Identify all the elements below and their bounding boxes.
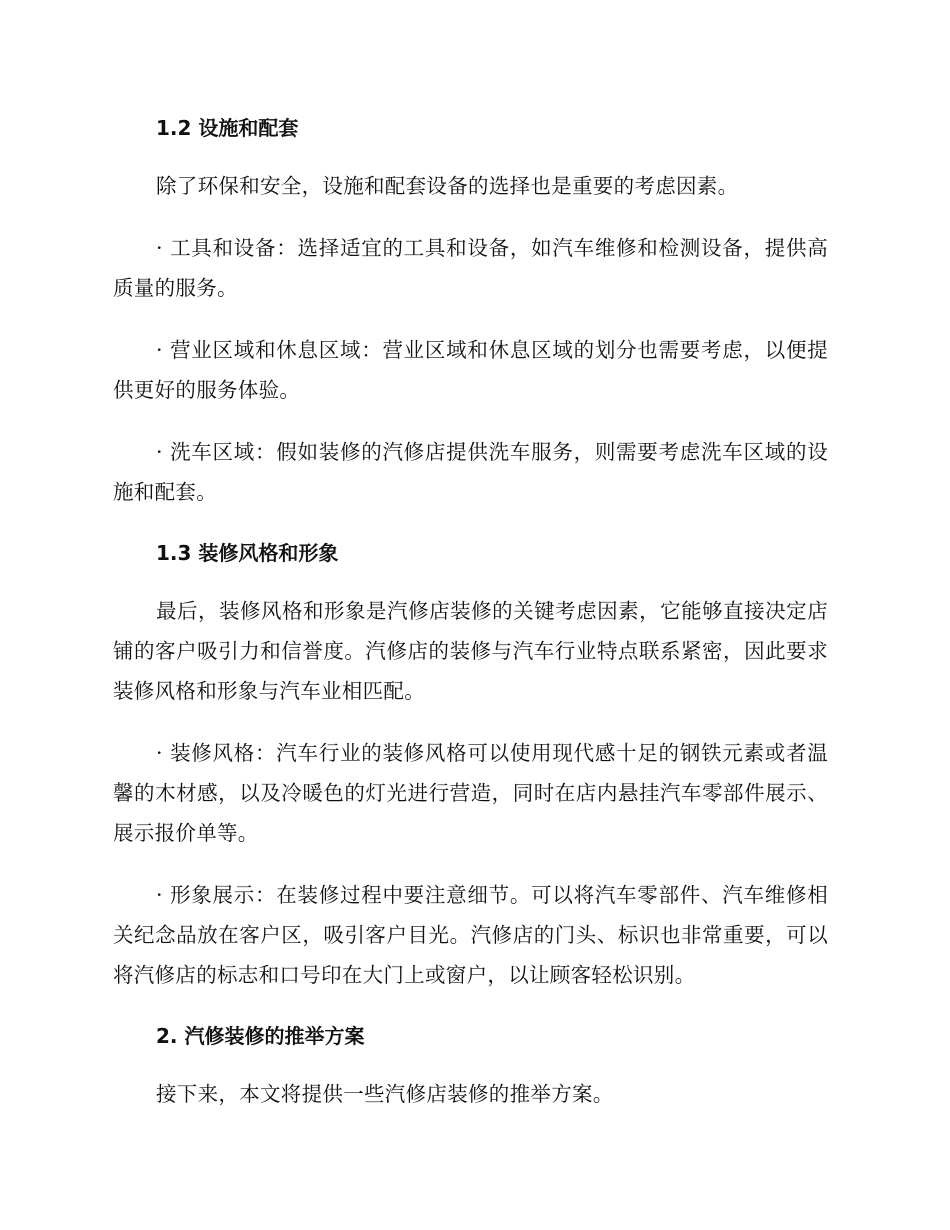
section-heading-2: 2. 汽修装修的推举方案 xyxy=(156,1024,365,1048)
section-1-2-intro: 除了环保和安全，设施和配套设备的选择也是重要的考虑因素。 xyxy=(156,174,739,198)
document-body xyxy=(113,109,828,1114)
bullet-business-rest-area: · 营业区域和休息区域：营业区域和休息区域的划分也需要考虑，以便提供更好的服务体验。 xyxy=(113,338,828,402)
bullet-decoration-style: · 装修风格：汽车行业的装修风格可以使用现代感十足的钢铁元素或者温馨的木材感，以及冷暖色的灯光进行营造，同时在店内悬挂汽车零部件展示、展示报价单等。 xyxy=(113,741,828,845)
section-heading-1-3: 1.3 装修风格和形象 xyxy=(156,541,339,565)
section-1-3-intro: 最后，装修风格和形象是汽修店装修的关键考虑因素，它能够直接决定店铺的客户吸引力和信誉度。汽修店的装修与汽车行业特点联系紧密，因此要求装修风格和形象与汽车业相匹配。 xyxy=(113,599,828,703)
section-2-intro: 接下来，本文将提供一些汽修店装修的推举方案。 xyxy=(156,1082,614,1106)
bullet-tools-equipment: · 工具和设备：选择适宜的工具和设备，如汽车维修和检测设备，提供高质量的服务。 xyxy=(113,236,828,300)
bullet-car-wash-area: · 洗车区域：假如装修的汽修店提供洗车服务，则需要考虑洗车区域的设施和配套。 xyxy=(113,440,828,504)
section-heading-1-2: 1.2 设施和配套 xyxy=(156,116,299,140)
bullet-image-display: · 形象展示：在装修过程中要注意细节。可以将汽车零部件、汽车维修相关纪念品放在客户区，吸引客户目光。汽修店的门头、标识也非常重要，可以将汽修店的标志和口号印在大门上或窗户，以让顾客轻松识别。 xyxy=(113,883,828,987)
